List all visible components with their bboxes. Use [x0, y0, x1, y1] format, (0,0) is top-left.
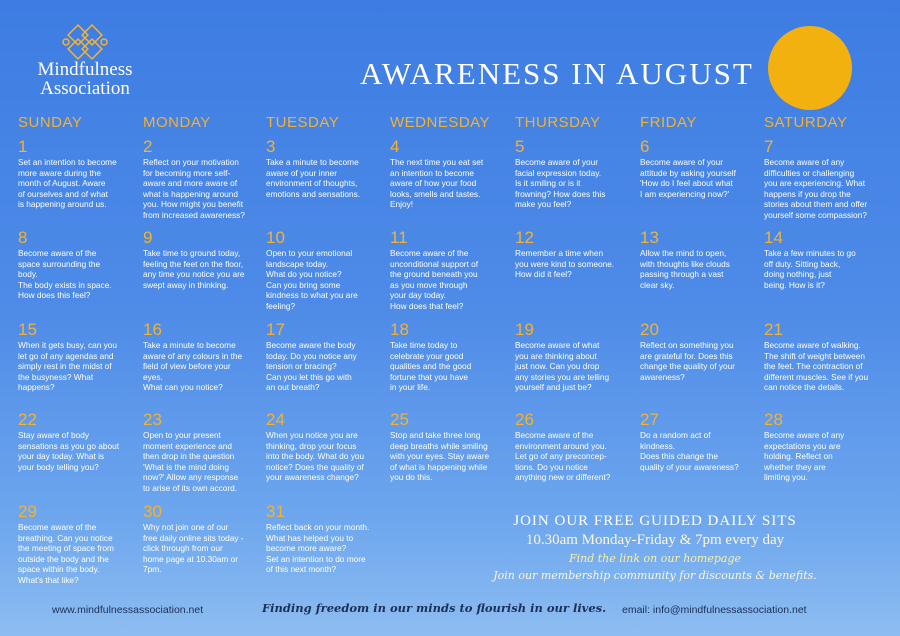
day-number: 12 [515, 228, 534, 247]
day-cell-23 [143, 410, 265, 494]
tagline: Finding freedom in our minds to flourish in our lives. [262, 601, 607, 615]
day-prompt: Reflect on your motivation for becoming more self- aware and more aware of what is happening around you. How might you benefit from increased awareness? [143, 157, 245, 220]
day-prompt: Take time to ground today, feeling the feet on the floor, any time you notice you are swept away in thinking. [143, 248, 245, 290]
day-number: 26 [515, 410, 534, 429]
day-cell-19 [515, 320, 637, 393]
day-number: 31 [266, 502, 285, 521]
day-cell-21 [764, 320, 886, 393]
weekday-monday: MONDAY [143, 114, 211, 131]
day-cell-15 [18, 320, 140, 393]
day-prompt: Become aware of the breathing. Can you notice the meeting of space from outside the body and the space within the body. What's that like? [18, 522, 114, 585]
day-prompt: Become aware of the unconditional support of the ground beneath you as you move through your day today. How does that feel? [390, 248, 479, 311]
day-prompt: Become aware of your facial expression today. Is it smiling or is it frowning? How does this make you feel? [515, 157, 606, 210]
day-number: 6 [640, 137, 650, 156]
day-cell-9 [143, 228, 265, 290]
day-cell-5 [515, 137, 637, 210]
day-cell-31 [266, 502, 388, 575]
day-number: 13 [640, 228, 659, 247]
day-number: 17 [266, 320, 285, 339]
email-link[interactable]: email: info@mindfulnessassociation.net [622, 604, 807, 616]
day-prompt: When you notice you are thinking, drop your focus into the body. What do you notice? Does the quality of your awareness change? [266, 430, 365, 483]
day-number: 29 [18, 502, 37, 521]
day-number: 9 [143, 228, 153, 247]
day-prompt: Set an intention to become more aware during the month of August. Aware of ourselves and of what is happening around us. [18, 157, 117, 210]
day-number: 3 [266, 137, 276, 156]
sun-graphic [768, 26, 852, 110]
day-number: 25 [390, 410, 409, 429]
footer [0, 601, 900, 621]
website-link[interactable]: www.mindfulnessassociation.net [52, 604, 204, 616]
day-cell-3 [266, 137, 388, 199]
day-cell-6 [640, 137, 762, 199]
day-number: 11 [390, 228, 408, 247]
day-number: 4 [390, 137, 400, 156]
day-prompt: Open to your emotional landscape today. What do you notice? Can you bring some kindness to what you are feeling? [266, 248, 358, 311]
day-cell-1 [18, 137, 140, 210]
day-cell-22 [18, 410, 140, 472]
weekday-thursday: THURSDAY [515, 114, 601, 131]
day-prompt: Become aware of your attitude by asking yourself 'How do I feel about what I am experiencing now?' [640, 157, 736, 199]
page-title: AWARENESS IN AUGUST [360, 56, 754, 91]
day-prompt: Stay aware of body sensations as you go about your day today. What is your body telling you? [18, 430, 120, 472]
day-number: 20 [640, 320, 659, 339]
day-number: 8 [18, 228, 28, 247]
day-cell-2 [143, 137, 265, 221]
day-cell-14 [764, 228, 886, 290]
membership-text: Join our membership community for discounts & benefits. [493, 569, 817, 582]
day-number: 5 [515, 137, 525, 156]
weekday-wednesday: WEDNESDAY [390, 114, 491, 131]
weekday-sunday: SUNDAY [18, 114, 83, 131]
weekday-header [0, 114, 900, 134]
weekday-friday: FRIDAY [640, 114, 697, 131]
day-prompt: The next time you eat set an intention to become aware of how your food looks, smells and tastes. Enjoy! [390, 157, 484, 210]
promo-times: 10.30am Monday-Friday & 7pm every day [525, 532, 785, 548]
endless-knot-icon [60, 24, 110, 60]
promo-heading: JOIN OUR FREE GUIDED DAILY SITS [513, 513, 797, 529]
day-cell-4 [390, 137, 512, 210]
day-prompt: Take a minute to become aware of your inner environment of thoughts, emotions and sensations. [266, 157, 361, 199]
day-prompt: Reflect on something you are grateful for. Does this change the quality of your awareness? [640, 340, 736, 382]
day-number: 22 [18, 410, 37, 429]
day-number: 2 [143, 137, 153, 156]
day-prompt: Why not join one of our free daily online sits today - click through from our home page at 10.30am or 7pm. [143, 522, 244, 575]
day-cell-12 [515, 228, 637, 280]
day-cell-26 [515, 410, 637, 483]
day-cell-28 [764, 410, 886, 483]
day-number: 30 [143, 502, 162, 521]
day-prompt: Become aware of any difficulties or challenging you are experiencing. What happens if you drop the stories about them and offer yourself some compassion? [764, 157, 868, 220]
day-number: 28 [764, 410, 783, 429]
homepage-link-text[interactable]: Find the link on our homepage [568, 552, 742, 565]
weekday-saturday: SATURDAY [764, 114, 848, 131]
promo-block [420, 512, 890, 584]
day-prompt: Become aware of the space surrounding the body. The body exists in space. How does this feel? [18, 248, 112, 301]
day-prompt: Allow the mind to open, with thoughts like clouds passing through a vast clear sky. [640, 248, 730, 290]
day-prompt: Take a minute to become aware of any colours in the field of view before your eyes. What can you notice? [143, 340, 243, 393]
day-cell-20 [640, 320, 762, 382]
day-prompt: Reflect back on your month. What has helped you to become more aware? Set an intention to do more of this next month? [266, 522, 370, 575]
day-prompt: Become aware of the environment around you. Let go of any preconcep- tions. Do you notice anything new or different? [515, 430, 611, 483]
day-prompt: Stop and take three long deep breaths while smiling with your eyes. Stay aware of what is happening while you do this. [390, 430, 490, 483]
day-cell-18 [390, 320, 512, 393]
day-prompt: When it gets busy, can you let go of any agendas and simply rest in the midst of the busyness? What happens? [18, 340, 117, 393]
day-cell-8 [18, 228, 140, 301]
day-prompt: Take a few minutes to go off duty. Sitting back, doing nothing, just being. How is it? [764, 248, 856, 290]
day-number: 15 [18, 320, 37, 339]
day-number: 27 [640, 410, 659, 429]
day-cell-13 [640, 228, 762, 290]
day-prompt: Take time today to celebrate your good qualities and the good fortune that you have in your life. [390, 340, 472, 393]
logo[interactable] [26, 24, 144, 98]
day-prompt: Do a random act of kindness. Does this change the quality of your awareness? [640, 430, 739, 472]
day-cell-29 [18, 502, 140, 586]
day-number: 24 [266, 410, 285, 429]
day-prompt: Remember a time when you were kind to someone. How did it feel? [515, 248, 615, 280]
day-number: 23 [143, 410, 162, 429]
day-prompt: Become aware of any expectations you are holding. Reflect on whether they are limiting you. [764, 430, 845, 483]
day-number: 19 [515, 320, 534, 339]
brand-name-line2: Association [40, 78, 130, 99]
day-cell-7 [764, 137, 886, 221]
day-prompt: Open to your present moment experience and then drop in the question 'What is the mind doing now?' Allow any response to arise of its own accord. [143, 430, 239, 493]
day-cell-10 [266, 228, 388, 312]
day-number: 7 [764, 137, 774, 156]
day-cell-16 [143, 320, 265, 393]
day-cell-25 [390, 410, 512, 483]
day-number: 18 [390, 320, 409, 339]
day-cell-17 [266, 320, 388, 393]
day-number: 10 [266, 228, 285, 247]
day-number: 16 [143, 320, 162, 339]
day-cell-30 [143, 502, 265, 575]
day-cell-27 [640, 410, 762, 472]
day-prompt: Become aware of walking. The shift of weight between the feet. The contraction of different muscles. See if you can notice the details. [764, 340, 869, 393]
weekday-tuesday: TUESDAY [266, 114, 340, 131]
day-cell-11 [390, 228, 512, 312]
day-prompt: Become aware of what you are thinking about just now. Can you drop any stories you are telling yourself and just be? [515, 340, 610, 393]
day-number: 14 [764, 228, 783, 247]
day-number: 1 [18, 137, 28, 156]
day-cell-24 [266, 410, 388, 483]
brand-name-line1: Mindfulness [37, 59, 133, 80]
day-number: 21 [764, 320, 783, 339]
day-prompt: Become aware the body today. Do you notice any tension or bracing? Can you let this go with an out breath? [266, 340, 357, 393]
